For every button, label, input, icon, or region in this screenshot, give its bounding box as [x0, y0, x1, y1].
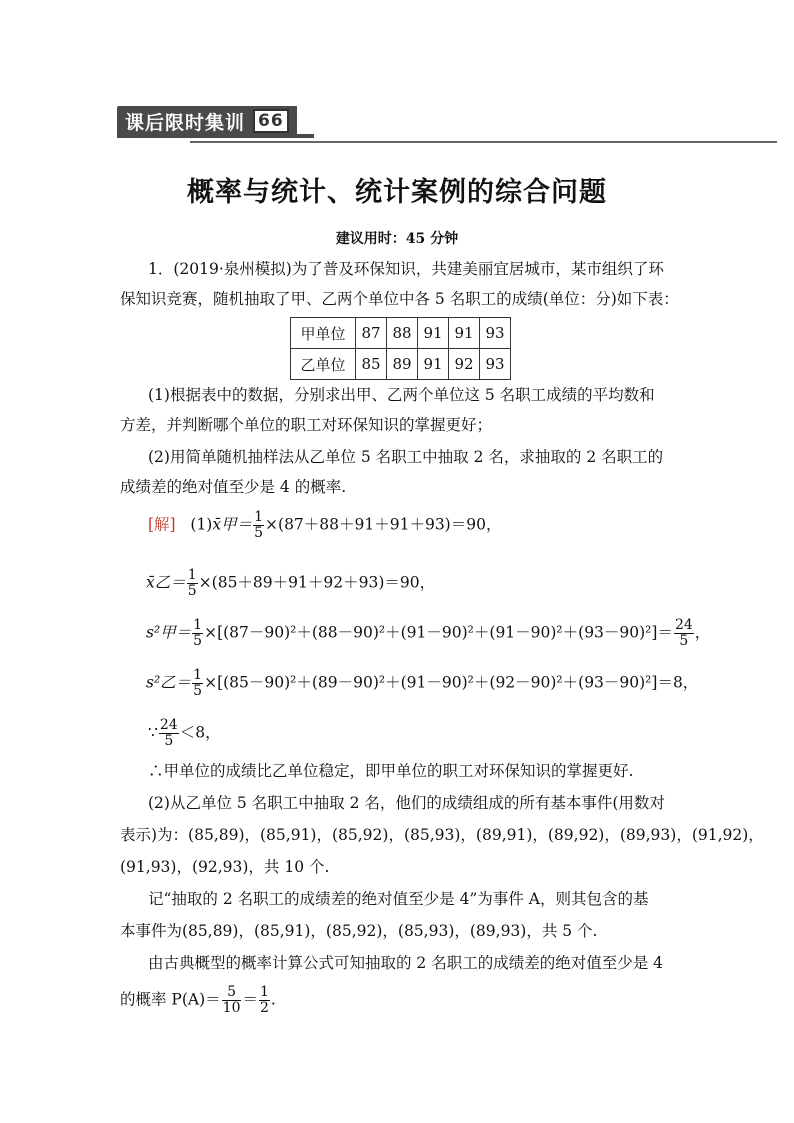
table-cell: 89	[387, 349, 418, 380]
variance-yi-expression: ×[(85－90)²＋(89－90)²＋(91－90)²＋(92－90)²＋(93－90)²]＝8，	[204, 673, 699, 692]
solution-line-3: s²甲＝ $\frac{1}{5}$ ×[(87－90)²＋(88－90)²＋(91－90)²＋(91－90)²＋(93－90)²]＝ $\frac{24}{5}$ ，	[146, 617, 711, 649]
page-title: 概率与统计、统计案例的综合问题	[187, 177, 607, 208]
table-cell: 92	[449, 349, 480, 380]
header-label: 课后限时集训	[125, 111, 246, 134]
solution-line-7: (2)从乙单位 5 名职工中抽取 2 名，他们的成绩组成的所有基本事件(用数对	[148, 794, 665, 812]
mean-yi-symbol: x̄乙＝	[146, 573, 186, 592]
question-1-line-1: (1)根据表中的数据，分别求出甲、乙两个单位这 5 名职工成绩的平均数和	[148, 386, 655, 404]
row-label: 乙单位	[291, 349, 356, 380]
header-tag	[117, 106, 297, 136]
fraction: $\frac{1}{5}$	[187, 567, 197, 599]
header-rule	[190, 141, 777, 143]
solution-line-9: (91,93)，(92,93)，共 10 个.	[120, 858, 330, 876]
table-cell: 88	[387, 318, 418, 349]
fraction: $\frac{5}{10}$	[222, 984, 241, 1016]
mean-jia-symbol: x̄甲＝	[212, 515, 253, 534]
problem-line-1: 1．(2019·泉州模拟)为了普及环保知识，共建美丽宜居城市，某市组织了环	[148, 260, 664, 278]
variance-jia-expression: ×[(87－90)²＋(88－90)²＋(91－90)²＋(91－90)²＋(93－90)²]＝	[204, 623, 673, 642]
score-table	[290, 317, 511, 380]
table-cell: 91	[418, 349, 449, 380]
suggested-time: 建议用时：45 分钟	[335, 231, 459, 247]
table-cell: 91	[449, 318, 480, 349]
question-1-line-2: 方差，并判断哪个单位的职工对环保知识的掌握更好；	[120, 416, 493, 434]
solution-line-10: 记“抽取的 2 名职工的成绩差的绝对值至少是 4”为事件 A，则其包含的基	[148, 890, 649, 908]
solution-tag: [解]	[148, 515, 176, 534]
table-cell: 85	[356, 349, 387, 380]
fraction: $\frac{1}{5}$	[193, 617, 203, 649]
header-underline	[117, 134, 314, 138]
row-label: 甲单位	[291, 318, 356, 349]
solution-line-12: 由古典概型的概率计算公式可知抽取的 2 名职工的成绩差的绝对值至少是 4	[148, 954, 664, 972]
table-cell: 91	[418, 318, 449, 349]
header-bar	[117, 106, 787, 140]
fraction: $\frac{24}{5}$	[674, 617, 693, 649]
solution-line-5: ∵ $\frac{24}{5}$ ＜8，	[148, 717, 221, 749]
solution-line-13: 的概率 P(A)＝ $\frac{5}{10}$ ＝ $\frac{1}{2}$ .	[120, 984, 276, 1016]
variance-jia-symbol: s²甲＝	[146, 623, 192, 642]
header-number: 66	[253, 109, 289, 133]
table-row	[291, 349, 511, 380]
solution-line-6: ∴甲单位的成绩比乙单位稳定，即甲单位的职工对环保知识的掌握更好.	[148, 762, 634, 780]
mean-yi-expression: ×(85＋89＋91＋92＋93)＝90，	[198, 573, 436, 592]
fraction: $\frac{1}{2}$	[260, 984, 269, 1016]
solution-line-2	[146, 568, 435, 599]
solution-line-11: 本事件为(85,89)，(85,91)，(85,92)，(85,93)，(89,93)，共 5 个.	[120, 922, 598, 940]
table-cell: 93	[480, 318, 511, 349]
table-row	[291, 318, 511, 349]
problem-line-2: 保知识竞赛，随机抽取了甲、乙两个单位中各 5 名职工的成绩(单位：分)如下表：	[120, 290, 679, 308]
part-1-label: (1)	[190, 515, 213, 534]
variance-yi-symbol: s²乙＝	[146, 673, 192, 692]
table-cell: 87	[356, 318, 387, 349]
fraction: $\frac{1}{5}$	[254, 509, 264, 541]
solution-line-8: 表示)为：(85,89)，(85,91)，(85,92)，(85,93)，(89,91)，(89,92)，(89,93)，(91,92)，	[120, 826, 764, 844]
solution-line-1	[148, 510, 501, 541]
question-2-line-2: 成绩差的绝对值至少是 4 的概率.	[120, 478, 347, 496]
mean-jia-expression: ×(87＋88＋91＋91＋93)＝90，	[265, 515, 502, 534]
fraction: $\frac{1}{5}$	[193, 667, 203, 699]
table-cell: 93	[480, 349, 511, 380]
solution-line-4	[146, 668, 698, 699]
question-2-line-1: (2)用简单随机抽样法从乙单位 5 名职工中抽取 2 名，求抽取的 2 名职工的	[148, 448, 664, 466]
fraction: $\frac{24}{5}$	[159, 717, 178, 749]
